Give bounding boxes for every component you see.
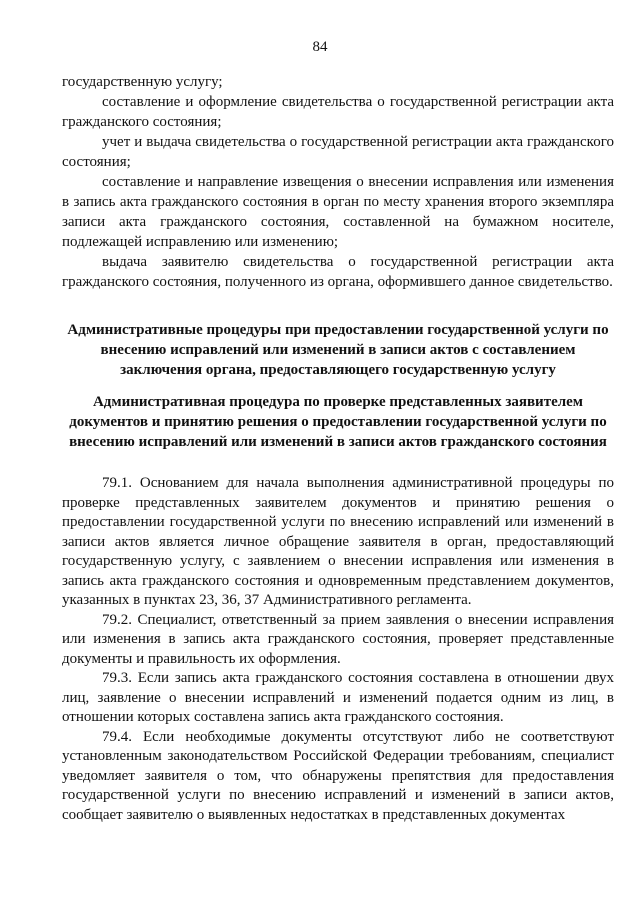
page-number: 84 [312, 39, 328, 55]
list-item-certificate-registration: учет и выдача свидетельства о государственной регистрации акта гражданского состояния; [62, 134, 614, 170]
list-item-notice-sending: составление и направление извещения о внесении исправления или изменения в запись акта гражданского состояния в орган по месту хранения второго экземпляра записи акта гражданского состояния, составленной на бумажном носителе, подлежащей исправлению или изменению; [62, 174, 614, 250]
paragraph-79-2: 79.2. Специалист, ответственный за прием заявления о внесении исправления или изменения в запись акта гражданского состояния, проверяет представленные документы и правильность их оформления. [62, 611, 614, 667]
paragraph-79-4: 79.4. Если необходимые документы отсутствуют либо не соответствуют установленным законодательством Российской Федерации требованиям, специалист уведомляет заявителя о том, что обнаружены препятствия для предоставления государственной услуги по внесению исправлений и изменений в записи актов, сообщает заявителю о выявленных недостатках в представленных документах [62, 728, 614, 823]
subsection-heading: Административная процедура по проверке представленных заявителем документов и принятию решения о предоставлении государственной услуги по внесению исправлений или изменений в записи актов гражданского состояния [69, 394, 607, 450]
section-heading: Административные процедуры при предоставлении государственной услуги по внесению исправлений или изменений в записи актов с составлением заключения органа, предоставляющего государственную услугу [67, 322, 609, 378]
paragraph-79-1: 79.1. Основанием для начала выполнения административной процедуры по проверке представленных заявителем документов и принятию решения о предоставлении государственной услуги по внесению исправлений или изменений в записи актов является личное обращение заявителя в орган, предоставляющий государственную услугу, с заявлением о внесении исправления или изменения в запись акта гражданского состояния и одновременным представлением документов, указанных в пунктах 23, 36, 37 Административного регламента. [62, 475, 614, 608]
paragraph-continuation: государственную услугу; [62, 74, 223, 90]
spacer [62, 292, 614, 320]
spacer [62, 452, 614, 474]
paragraph-79-3: 79.3. Если запись акта гражданского состояния составлена в отношении двух лиц, заявление о внесении исправлений и изменений подается одним из лиц, в отношении которых составлена запись акта гражданского состояния. [62, 670, 614, 725]
document-body [62, 72, 614, 825]
spacer [62, 380, 614, 392]
list-item-certificate-issuance: выдача заявителю свидетельства о государственной регистрации акта гражданского состояния, полученного из органа, оформившего данное свидетельство. [62, 254, 614, 290]
list-item-certificate-preparation: составление и оформление свидетельства о государственной регистрации акта гражданского состояния; [62, 94, 614, 130]
